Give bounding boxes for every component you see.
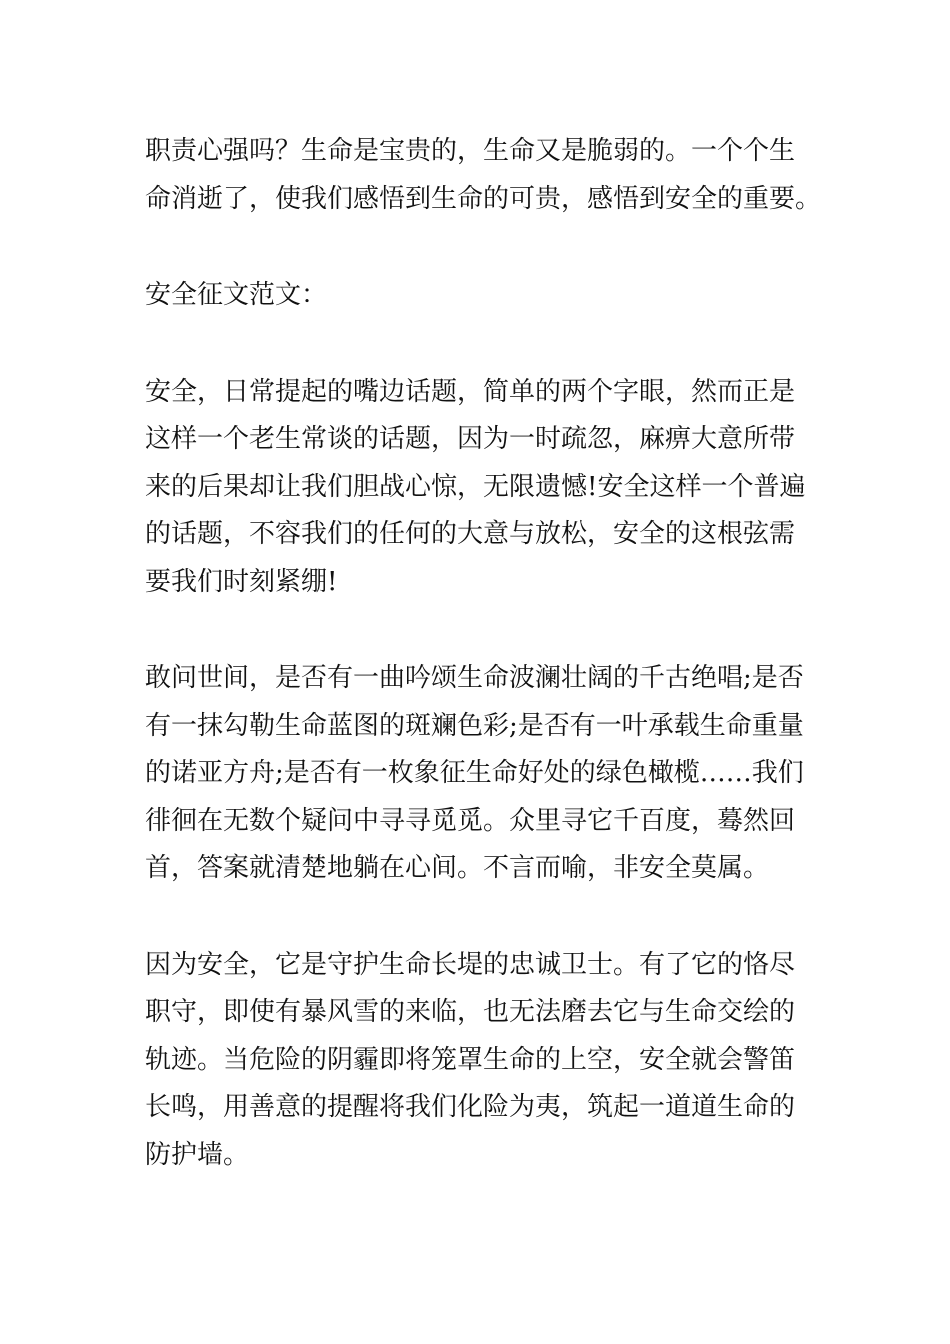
paragraph-2	[145, 369, 809, 607]
text-line: 有一抹勾勒生命蓝图的斑斓色彩;是否有一叶承载生命重量	[145, 710, 804, 741]
text-line: 的诺亚方舟;是否有一枚象征生命好处的绿色橄榄……我们	[145, 758, 804, 788]
paragraph-3	[145, 655, 809, 893]
text-line: 命消逝了，使我们感悟到生命的可贵，感悟到安全的重要。	[145, 183, 822, 214]
text-line: 的话题，不容我们的任何的大意与放松，安全的这根弦需	[145, 519, 796, 549]
text-line: 来的后果却让我们胆战心惊，无限遗憾!安全这样一个普遍	[145, 471, 806, 502]
paragraph-1	[145, 128, 822, 223]
text-line: 因为安全，它是守护生命长堤的忠诚卫士。有了它的恪尽	[145, 949, 796, 980]
text-line: 轨迹。当危险的阴霾即将笼罩生命的上空，安全就会警笛	[145, 1044, 796, 1075]
text-line: 这样一个老生常谈的话题，因为一时疏忽，麻痹大意所带	[145, 424, 796, 454]
paragraph-4	[145, 942, 809, 1180]
section-heading	[145, 272, 809, 320]
text-line: 敢问世间，是否有一曲吟颂生命波澜壮阔的千古绝唱;是否	[145, 663, 804, 693]
text-line: 安全，日常提起的嘴边话题，简单的两个字眼，然而正是	[145, 376, 796, 407]
text-line: 职守，即使有暴风雪的来临，也无法磨去它与生命交绘的	[145, 997, 796, 1027]
text-line: 要我们时刻紧绷!	[145, 566, 338, 597]
text-line: 职责心强吗？生命是宝贵的，生命又是脆弱的。一个个生	[145, 136, 796, 166]
text-line: 安全征文范文：	[145, 280, 328, 310]
text-line: 长鸣，用善意的提醒将我们化险为夷，筑起一道道生命的	[145, 1092, 796, 1122]
text-line: 首，答案就清楚地躺在心间。不言而喻，非安全莫属。	[145, 853, 770, 883]
text-line: 防护墙。	[145, 1139, 250, 1170]
text-line: 徘徊在无数个疑问中寻寻觅觅。众里寻它千百度，蓦然回	[145, 805, 796, 836]
document-body	[145, 128, 822, 1228]
